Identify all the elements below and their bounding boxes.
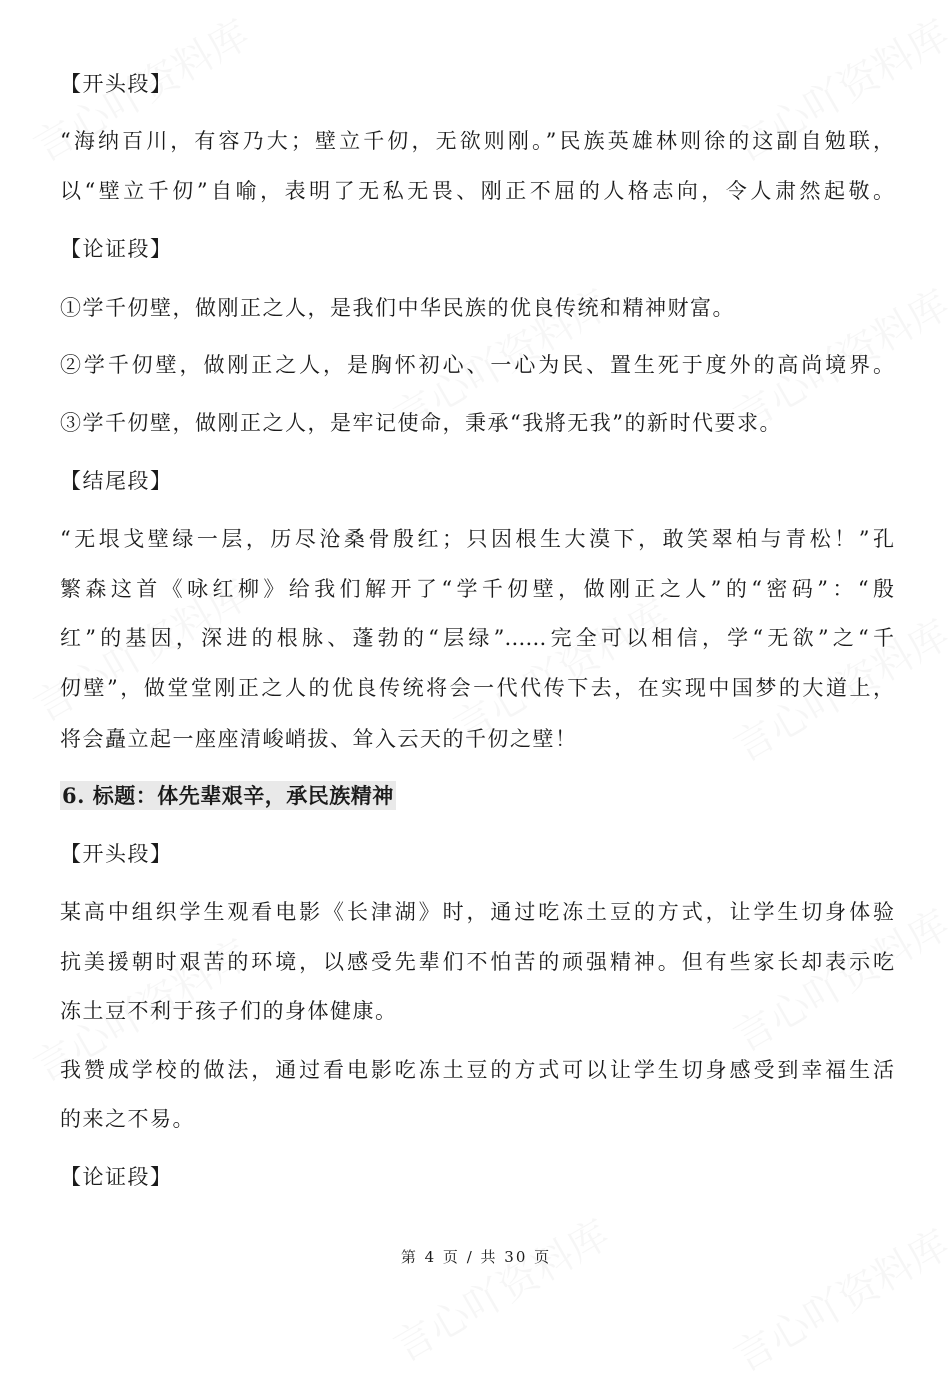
- paragraph-line: 冻土豆不利于孩子们的身体健康。: [60, 999, 398, 1023]
- section-heading: 【论证段】: [60, 237, 173, 261]
- watermark: [382, 1204, 618, 1373]
- paragraph-line: 红”的基因，深进的根脉、蓬勃的“层绿”……完全可以相信，学“无欲”之“千: [60, 626, 894, 650]
- watermark: [722, 1214, 952, 1383]
- essay-title-text: 6. 标题：体先辈艰辛，承民族精神: [62, 783, 394, 808]
- section-heading: 【结尾段】: [60, 469, 173, 493]
- paragraph-line: 某高中组织学生观看电影《长津湖》时，通过吃冻土豆的方式，让学生切身体验: [60, 900, 894, 924]
- paragraph-line: ①学千仞壁，做刚正之人，是我们中华民族的优良传统和精神财富。: [60, 296, 735, 320]
- paragraph-line: 仞壁”，做堂堂刚正之人的优良传统将会一代代传下去，在实现中国梦的大道上，: [60, 676, 894, 700]
- section-heading: 【论证段】: [60, 1165, 173, 1189]
- paragraph-line: 抗美援朝时艰苦的环境，以感受先辈们不怕苦的顽强精神。但有些家长却表示吃: [60, 950, 894, 974]
- paragraph-line: 的来之不易。: [60, 1107, 195, 1131]
- paragraph-line: ③学千仞壁，做刚正之人，是牢记使命，秉承“我將无我”的新时代要求。: [60, 411, 782, 435]
- essay-title: [60, 782, 894, 810]
- paragraph-line: “海纳百川，有容乃大；壁立千仞，无欲则刚。”民族英雄林则徐的这副自勉联，: [60, 129, 894, 153]
- paragraph-line: 将会矗立起一座座清峻峭拔、耸入云天的千仞之壁！: [60, 727, 578, 751]
- paragraph-line: 我赞成学校的做法，通过看电影吃冻土豆的方式可以让学生切身感受到幸福生活: [60, 1058, 894, 1082]
- paragraph-line: ②学千仞壁，做刚正之人，是胸怀初心、一心为民、置生死于度外的高尚境界。: [60, 353, 894, 377]
- section-heading: 【开头段】: [60, 842, 173, 866]
- paragraph-line: 以“壁立千仞”自喻，表明了无私无畏、刚正不屈的人格志向，令人肃然起敬。: [60, 179, 894, 203]
- paragraph-line: 繁森这首《咏红柳》给我们解开了“学千仞壁，做刚正之人”的“密码”：“殷: [60, 577, 894, 601]
- page-footer: 第 4 页 / 共 30 页: [400, 1248, 552, 1266]
- section-heading: 【开头段】: [60, 72, 173, 96]
- paragraph-line: “无垠戈壁绿一层，历尽沧桑骨殷红；只因根生大漠下，敢笑翠柏与青松！”孔: [60, 527, 894, 551]
